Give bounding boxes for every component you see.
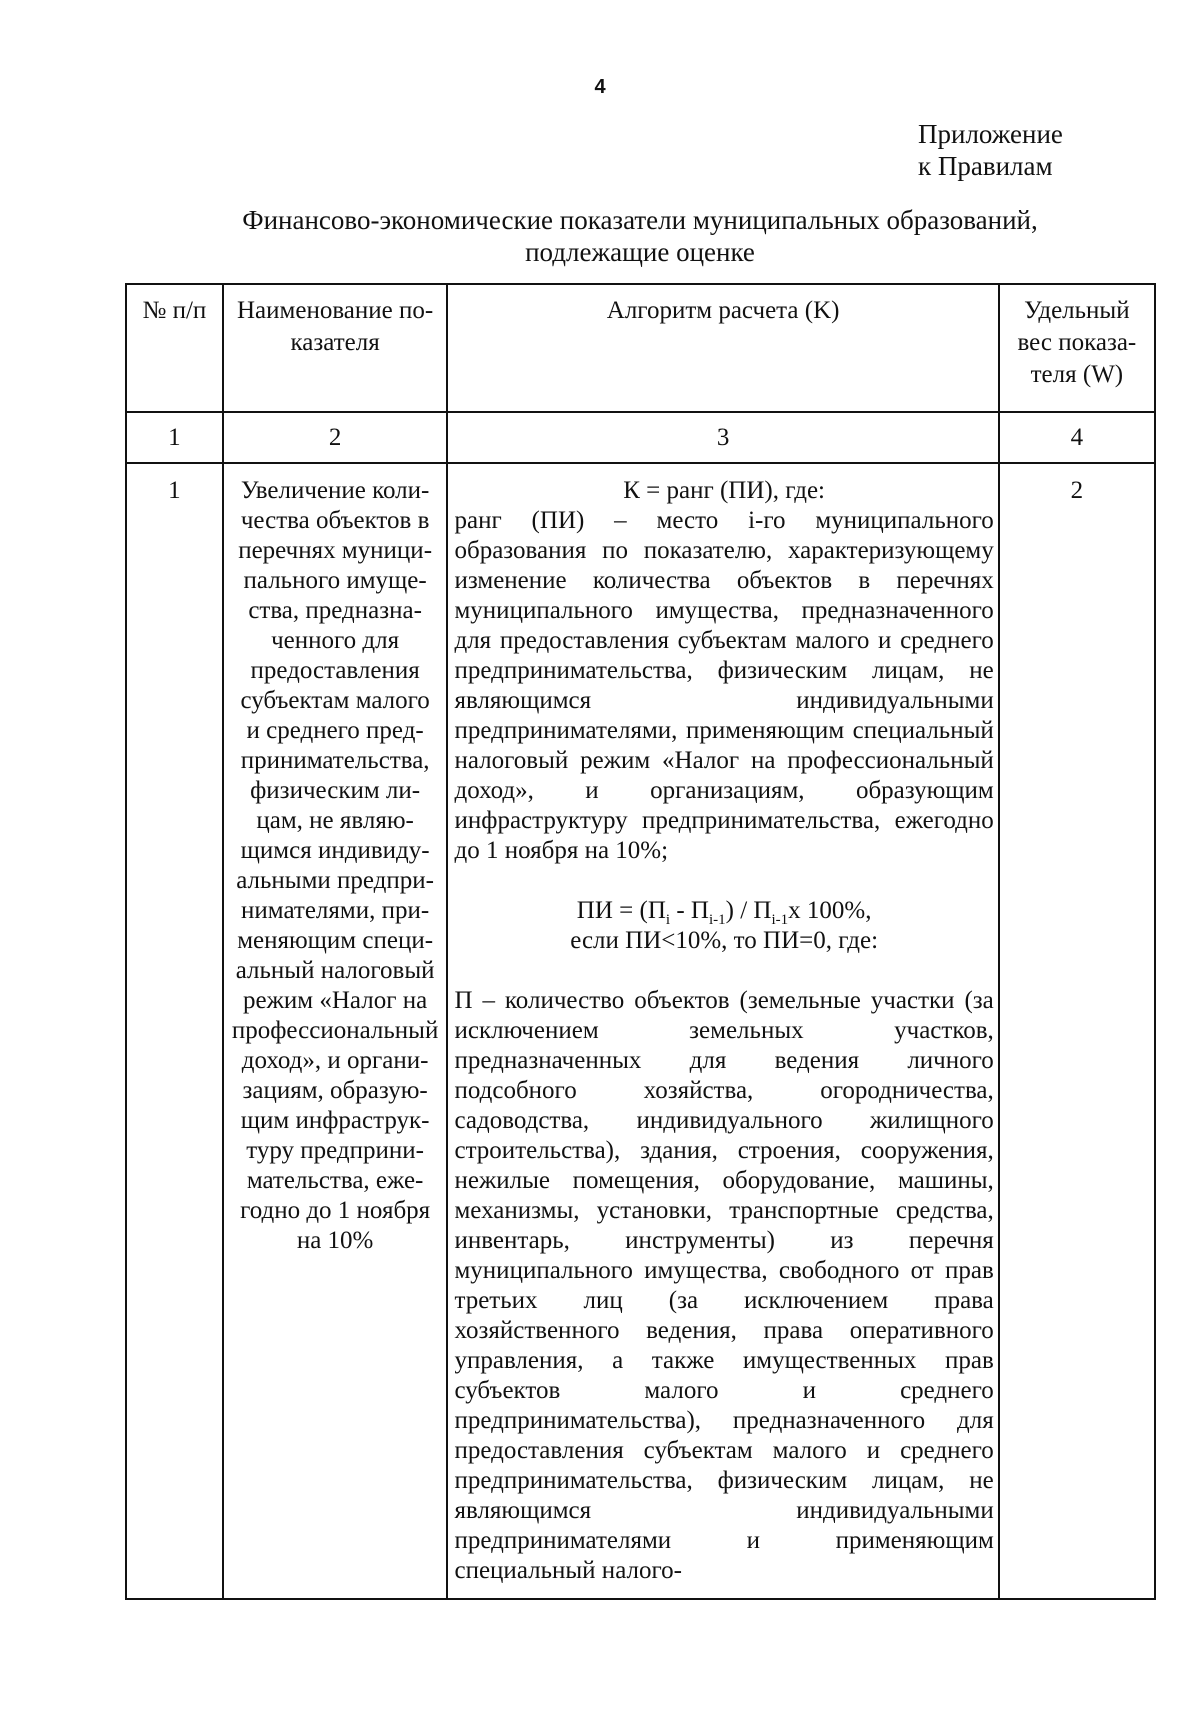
header-number — [126, 284, 223, 412]
indicator-name-line: мательства, еже- — [246, 1167, 424, 1194]
indicator-name-line: щимся индивиду- — [240, 837, 430, 864]
header-weight-line: вес показа- — [1017, 329, 1137, 356]
indicator-name-line: ства, предназна- — [248, 597, 422, 624]
indicator-name-line: альный налоговый — [235, 957, 435, 984]
formula-pi: ПИ = $(П_i - П_{i-1}) / П_{i-1}х$ 100%, — [576, 897, 872, 928]
indicator-name-line: годно до 1 ноября — [240, 1197, 431, 1224]
indicator-name-line: туру предприни- — [246, 1137, 424, 1164]
indicator-name-line: субъектам малого — [240, 687, 430, 714]
indicator-name — [223, 463, 448, 1599]
calculation-algorithm — [447, 463, 998, 1599]
document-title-line-2: подлежащие оценке — [525, 237, 755, 267]
row-number: 1 — [126, 463, 223, 1599]
indicator-name-line: режим «Налог на — [243, 987, 428, 1014]
indicator-name-line: чества объектов в — [240, 507, 430, 534]
header-algorithm — [447, 284, 998, 412]
indicator-name-line: пального имуще- — [243, 567, 427, 594]
column-numbering-row — [126, 412, 1155, 463]
indicator-name-line: щим инфраструк- — [240, 1107, 430, 1134]
indicator-name-line: перечнях муници- — [238, 537, 433, 564]
appendix-line-1: Приложение — [918, 119, 1063, 149]
document-title-line-1: Финансово-экономические показатели муниципальных образований, — [242, 205, 1038, 235]
indicator-name-line: зациям, образую- — [242, 1077, 428, 1104]
indicator-name-line: нимателями, при- — [241, 897, 430, 924]
header-weight — [999, 284, 1155, 412]
indicator-name-line: альными предпри- — [236, 867, 434, 894]
p-definition: П – количество объектов (земельные участки (за исключением земельных участков, предназначенных для ведения личного подсобного хозяйства, огородничества, садоводства, индивидуального жилищного строительства), здания, строения, сооружения, нежилые помещения, оборудование, машины, механизмы, установки, транспортные средства, инвентарь, инструменты) из перечня муниципального имущества, свободного от прав третьих лиц (за исключением права хозяйственного ведения, права оперативного управления, а также имущественных прав субъектов малого и среднего предпринимательства), предназначенного для предоставления субъектам малого и среднего предпринимательства, физическим лицам, не являющимся индивидуальными предпринимателями и применяющим специальный налого- — [454, 987, 994, 1584]
indicator-name-line: предоставления — [250, 657, 420, 684]
formula-condition: если ПИ<10%, то ПИ=0, где: — [570, 927, 879, 954]
column-number: 3 — [447, 412, 998, 463]
indicator-name-line: Увеличение коли- — [240, 477, 430, 504]
indicator-name-line: физическим ли- — [250, 777, 421, 804]
column-number: 1 — [126, 412, 223, 463]
column-number: 4 — [999, 412, 1155, 463]
column-number: 2 — [223, 412, 448, 463]
indicator-name-line: на 10% — [296, 1227, 374, 1254]
indicator-name-line: профессиональный — [231, 1017, 439, 1044]
indicator-name-line: принимательства, — [240, 747, 430, 774]
indicators-table — [125, 283, 1156, 1600]
appendix-label — [918, 118, 1063, 182]
rank-definition: ранг (ПИ) – место i-го муниципального образования по показателю, характеризующему изменение количества объектов в перечнях муниципального имущества, предназначенного для предоставления субъектам малого и среднего предпринимательства, физическим лицам, не являющимся индивидуальными предпринимателями, применяющим специальный налоговый режим «Налог на профессиональный доход», и организациям, образующим инфраструктуру предпринимательства, ежегодно до 1 ноября на 10%; — [454, 507, 994, 864]
indicator-name-line: цам, не являю- — [256, 807, 414, 834]
header-weight-line: Удельный — [1024, 297, 1130, 324]
document-title — [130, 204, 1150, 268]
header-indicator-name-line: Наименование по- — [237, 297, 434, 324]
appendix-line-2: к Правилам — [918, 151, 1053, 181]
table-header-row — [126, 284, 1155, 412]
header-weight-line: теля (W) — [1030, 361, 1124, 388]
formula-k: К = ранг (ПИ), где: — [623, 477, 826, 504]
indicator-name-line: ченного для — [271, 627, 400, 654]
header-indicator-name-line: казателя — [290, 329, 380, 356]
header-number-label: № п/п — [142, 297, 207, 324]
indicator-name-line: и среднего пред- — [246, 717, 424, 744]
indicator-weight: 2 — [999, 463, 1155, 1599]
table-row — [126, 463, 1155, 1599]
indicator-name-line: меняющим специ- — [237, 927, 434, 954]
page-number: 4 — [594, 76, 606, 98]
header-indicator-name — [223, 284, 448, 412]
header-algorithm-label: Алгоритм расчета (K) — [606, 297, 840, 324]
indicator-name-line: доход», и органи- — [241, 1047, 429, 1074]
